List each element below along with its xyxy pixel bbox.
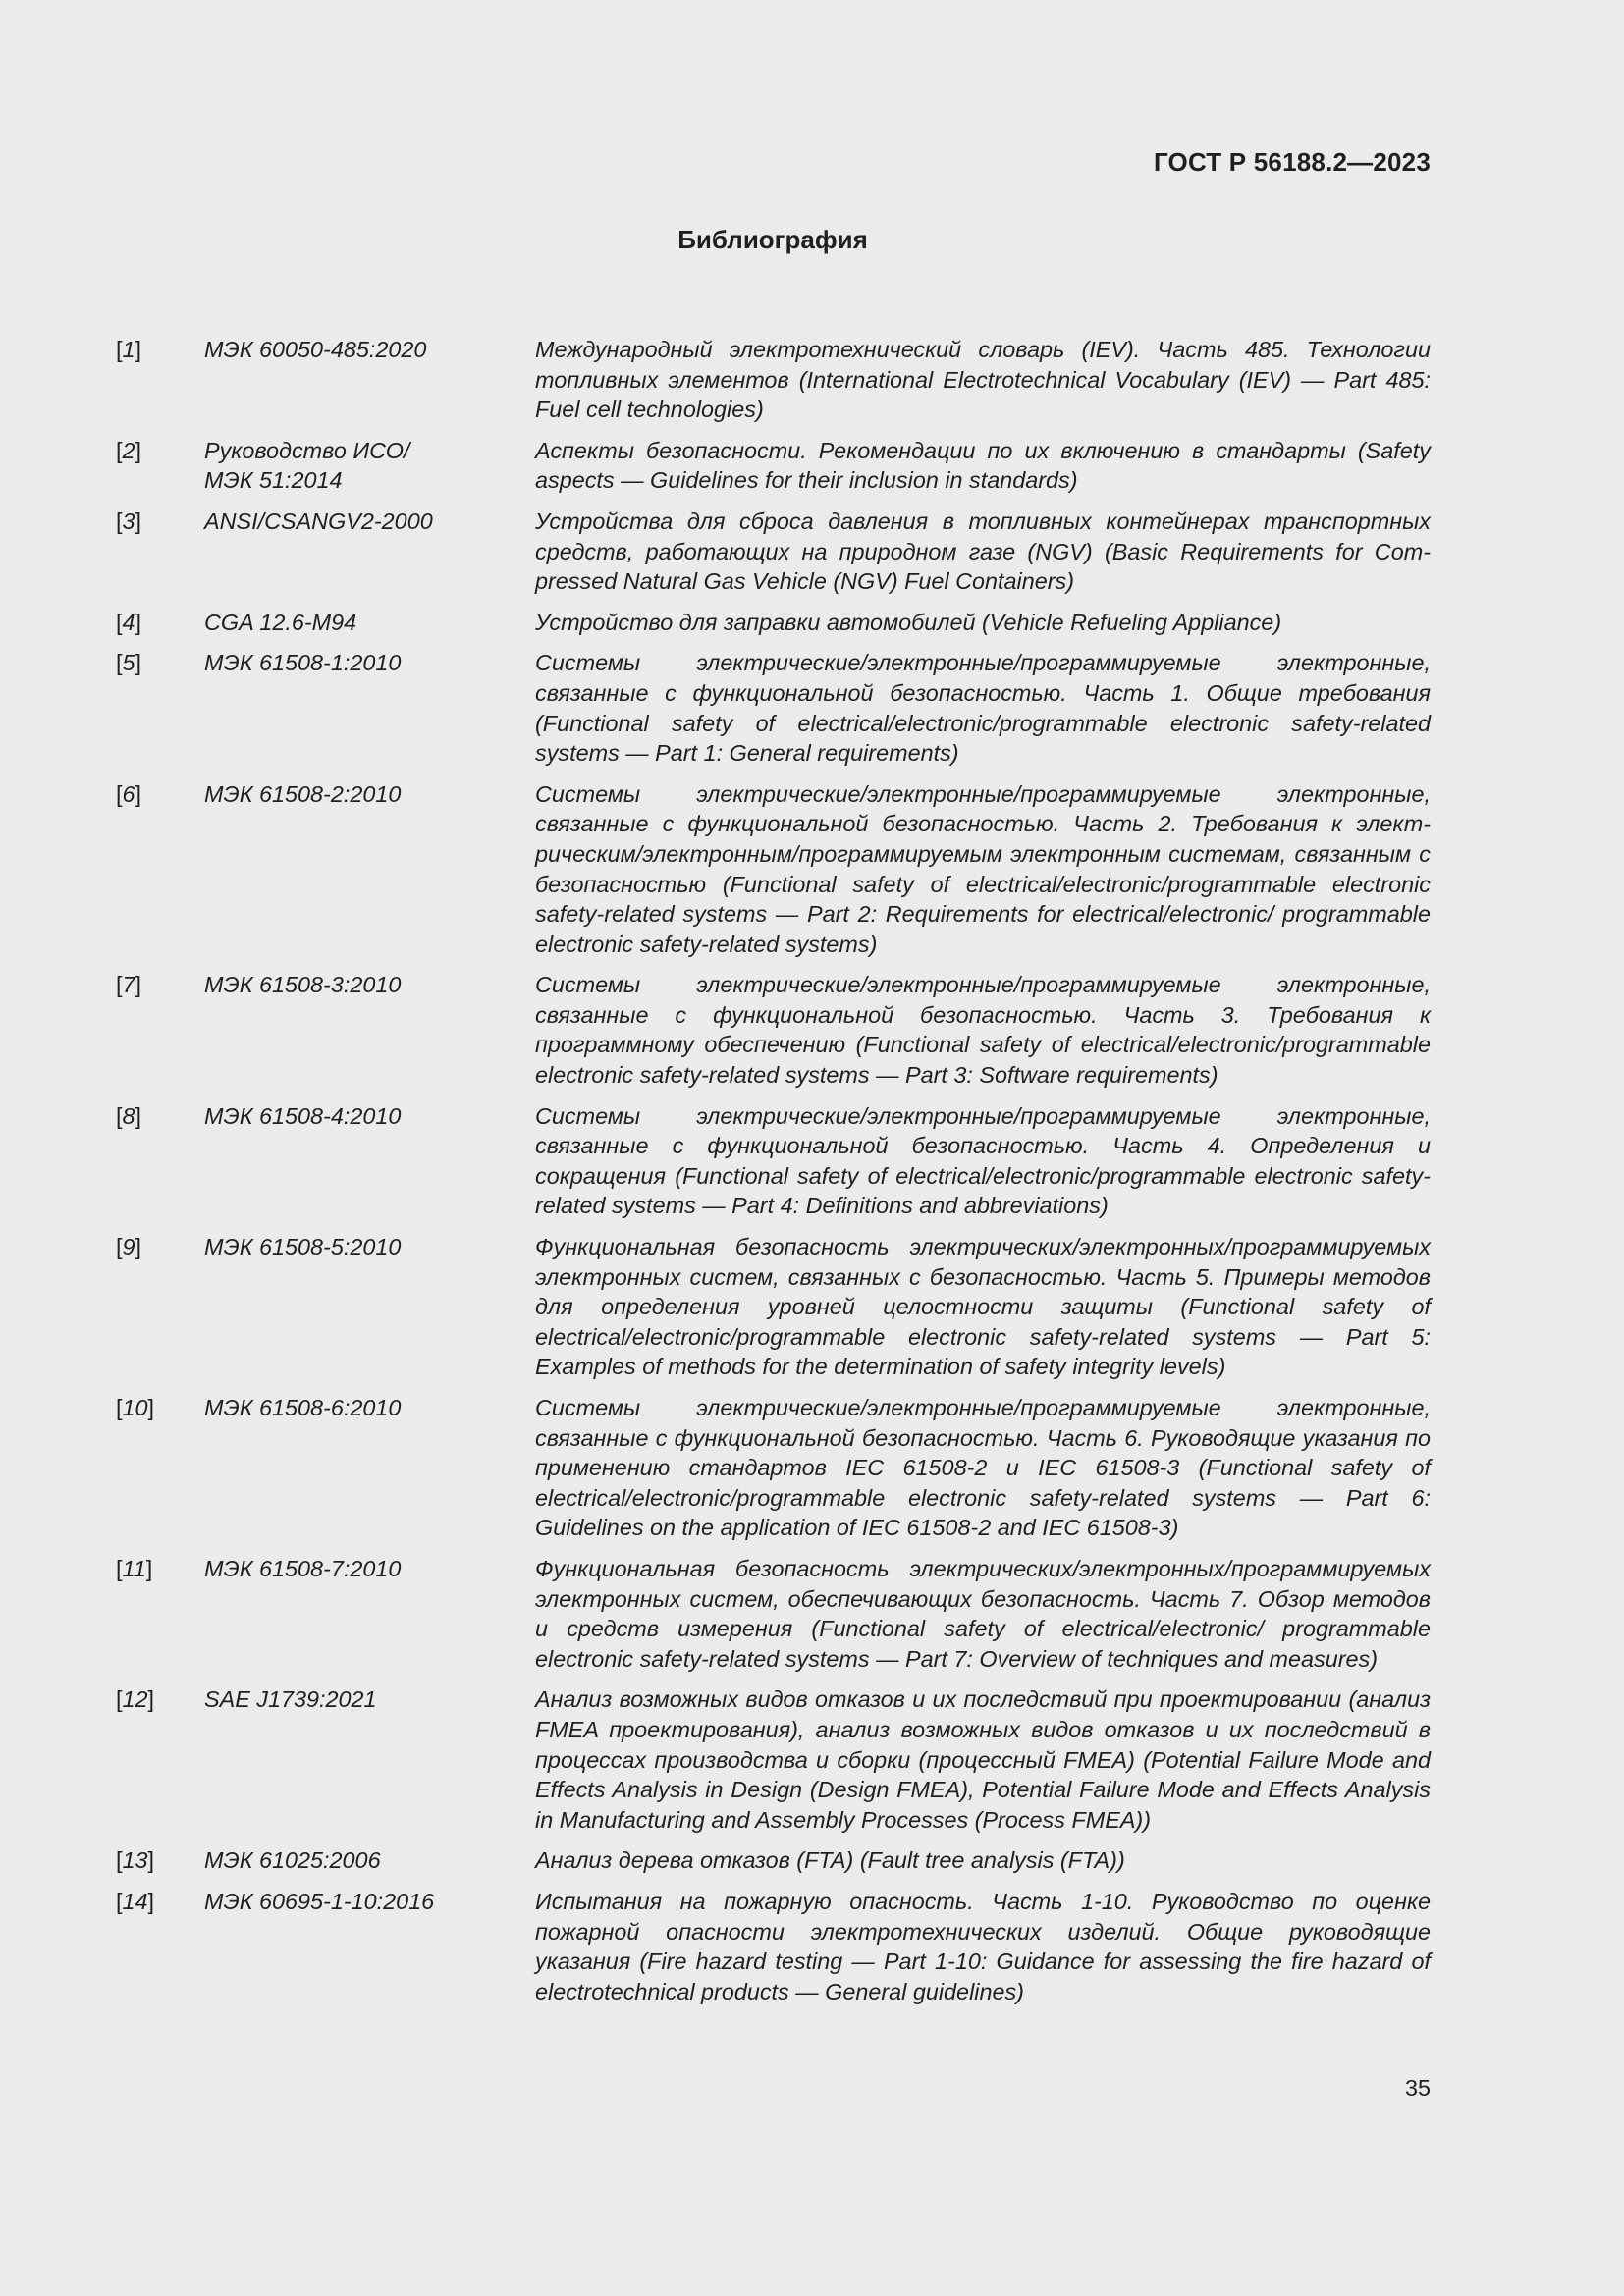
entry-title: Аспекты безопасности. Рекомендации по их включению в стандарты (Safety aspects — Guidelines for their inclusion in standards) xyxy=(535,437,1431,494)
entry-title: Системы электрические/электронные/программируемые электронные, связанные с функциональной безопасностью. Часть 1. Общие требования (Functional safety of electrical/electronic/programmable electronic safety-related systems — Part 1: General requirements) xyxy=(535,650,1431,767)
entry-title: Устройство для заправки автомобилей (Vehicle Refueling Appliance) xyxy=(535,609,1282,635)
bibliography-entry xyxy=(116,1232,1431,1382)
entry-code: МЭК 60695-1-10:2016 xyxy=(204,1888,435,1914)
entry-title: Системы электрические/электронные/программируемые электронные, связанные с функциональной безопасностью. Часть 3. Требования к программному обеспечению (Functional safety of electrical/electronic/programmable electronic safety-related systems — Part 3: Software requirements) xyxy=(535,972,1431,1089)
bibliography-entry xyxy=(116,507,1431,597)
entry-number: [11] xyxy=(116,1555,153,1581)
bibliography-entry xyxy=(116,648,1431,768)
entry-code: МЭК 60050-485:2020 xyxy=(204,337,427,362)
entry-title: Анализ возможных видов отказов и их последствий при проектировании (анализ FMEA проектирования), анализ возможных видов отказов и их последствий в процессах производства и сборки (процессный FMEA) (Potential Failure Mode and Effects Analysis in Design (Design FMEA), Potential Failure Mode and Effects Analysis in Manufacturing and Assembly Processes (Process FMEA)) xyxy=(535,1686,1431,1833)
entry-number: [7] xyxy=(116,972,142,998)
entry-title: Функциональная безопасность электрических/электронных/программируемых электронных систем, связанных с безопасностью. Часть 5. Примеры методов для определения уровней целостности защиты (Functional safety of electrical/electronic/programmable electronic safety-related systems — Part 5: Examples of methods for the determination of safety integrity levels) xyxy=(535,1234,1431,1380)
bibliography-entry xyxy=(116,436,1431,496)
entry-number: [9] xyxy=(116,1234,142,1260)
entry-number: [2] xyxy=(116,437,142,463)
bibliography-entry xyxy=(116,335,1431,425)
entry-number: [3] xyxy=(116,507,142,534)
bibliography-entry xyxy=(116,1554,1431,1674)
document-code: ГОСТ Р 56188.2—2023 xyxy=(1153,147,1431,177)
entry-number: [12] xyxy=(116,1686,155,1713)
entry-code: МЭК 61508-3:2010 xyxy=(204,972,402,998)
entry-number: [5] xyxy=(116,650,142,676)
bibliography-entry xyxy=(116,1845,1431,1876)
entry-title: Международный электротехнический словарь (IEV). Часть 485. Технологии топливных элементов (International Electrotechnical Vocabulary (IEV) — Part 485: Fuel cell technologies) xyxy=(535,337,1431,423)
bibliography-list xyxy=(116,335,1431,2017)
page-number: 35 xyxy=(1404,2075,1431,2101)
entry-title: Функциональная безопасность электрических/электронных/программируемых электронных систем, обеспечивающих безопасность. Часть 7. Обзор методов и средств измерения (Functional safety of electrical/electronic/ programmable electronic safety-related systems — Part 7: Overview of techniques and measures) xyxy=(535,1555,1431,1672)
entry-title: Системы электрические/электронные/программируемые электронные, связанные с функциональной безопасностью. Часть 6. Руководящие указания по применению стандартов IEC 61508-2 и IEC 61508-3 (Functional safety of electrical/electronic/programmable electronic safety-related systems — Part 6: Guidelines on the application of IEC 61508-2 and IEC 61508-3) xyxy=(535,1395,1431,1541)
bibliography-entry xyxy=(116,970,1431,1090)
entry-number: [6] xyxy=(116,780,142,807)
bibliography-entry xyxy=(116,1684,1431,1835)
entry-number: [10] xyxy=(116,1395,155,1420)
entry-title: Системы электрические/электронные/программируемые электронные, связанные с функциональной безопасностью. Часть 2. Требования к электрическим/электронным/программируемым электронным системам, связанным с безопасностью (Functional safety of electrical/electronic/programmable electronic safety-related systems — Part 2: Requirements for electrical/electronic/ programmable electronic safety-related systems) xyxy=(535,780,1431,957)
bibliography-entry xyxy=(116,1101,1431,1221)
entry-title: Устройства для сброса давления в топливных контейнерах транспортных средств, работающих на природном газе (NGV) (Basic Requirements for Compressed Natural Gas Vehicle (NGV) Fuel Containers) xyxy=(535,507,1431,595)
bibliography-entry xyxy=(116,1887,1431,2006)
bibliography-entry xyxy=(116,779,1431,960)
entry-title: Испытания на пожарную опасность. Часть 1-10. Руководство по оценке пожарной опасности электротехнических изделий. Общие руководящие указания (Fire hazard testing — Part 1-10: Guidance for assessing the fire hazard of electrotechnical products — General guidelines) xyxy=(535,1888,1431,2004)
entry-code: МЭК 61508-7:2010 xyxy=(204,1555,402,1581)
entry-code: МЭК 61508-1:2010 xyxy=(204,650,402,676)
entry-code: ANSI/CSANGV2-2000 xyxy=(204,507,433,534)
entry-code: Руководство ИСО/ МЭК 51:2014 xyxy=(204,437,410,494)
entry-title: Системы электрические/электронные/программируемые электронные, связанные с функциональной безопасностью. Часть 4. Определения и сокращения (Functional safety of electrical/electronic/programmable electronic safety-related systems — Part 4: Definitions and abbreviations) xyxy=(535,1102,1431,1219)
entry-number: [8] xyxy=(116,1102,142,1129)
page-title: Библиография xyxy=(677,225,868,254)
entry-code: МЭК 61025:2006 xyxy=(204,1847,381,1874)
entry-number: [14] xyxy=(116,1888,155,1914)
entry-code: МЭК 61508-4:2010 xyxy=(204,1102,402,1129)
bibliography-entry xyxy=(116,1393,1431,1543)
entry-code: CGA 12.6-M94 xyxy=(204,609,357,635)
entry-number: [13] xyxy=(116,1847,155,1874)
entry-code: МЭК 61508-2:2010 xyxy=(204,780,402,807)
bibliography-entry xyxy=(116,608,1431,638)
entry-number: [1] xyxy=(116,337,142,362)
entry-code: SAE J1739:2021 xyxy=(204,1686,377,1713)
entry-code: МЭК 61508-6:2010 xyxy=(204,1395,402,1420)
entry-code: МЭК 61508-5:2010 xyxy=(204,1234,402,1260)
entry-number: [4] xyxy=(116,609,142,635)
entry-title: Анализ дерева отказов (FTA) (Fault tree analysis (FTA)) xyxy=(535,1847,1125,1874)
